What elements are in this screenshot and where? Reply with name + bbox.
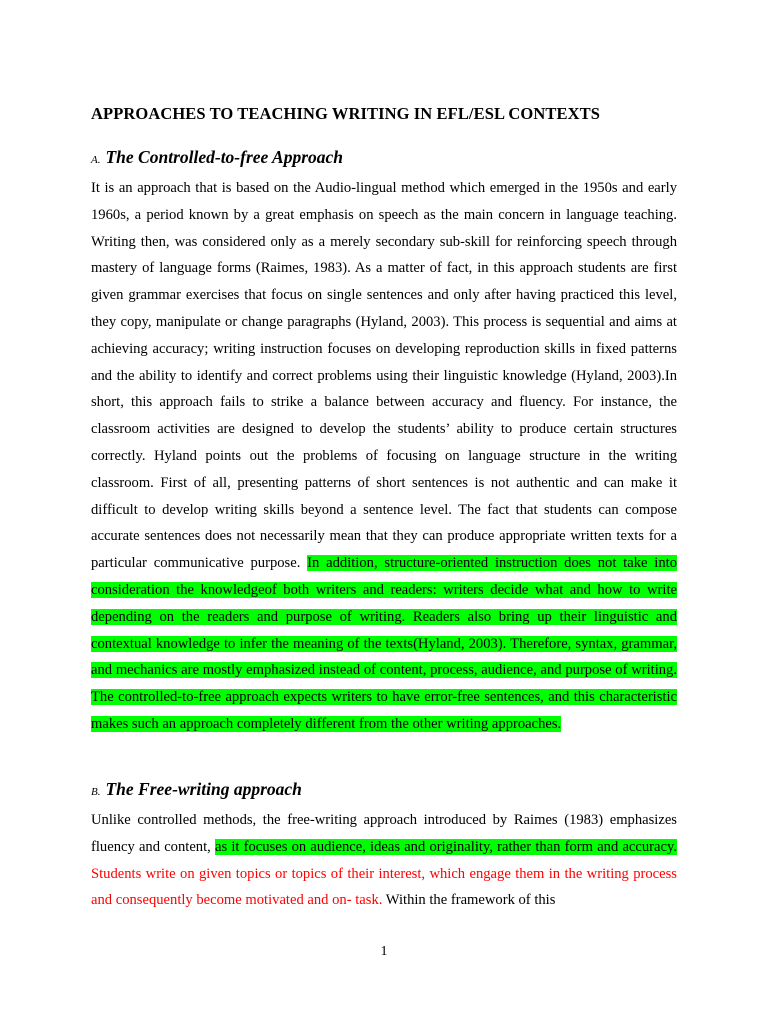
section-a-heading: [91, 147, 343, 168]
section-b-red-text: Students write on given topics or topics of their interest, which engage them in the writing process and consequently become motivated and on- task.: [91, 865, 677, 909]
section-a-highlighted-text: In addition, structure-oriented instruction does not take into consideration the knowledgeof both writers and readers: writers decide what and how to write depending on the readers and purpose of writing. Readers also bring up their linguistic and contextual knowledge to infer the meaning of the texts(Hyland, 2003). Therefore, syntax, grammar, and mechanics are mostly emphasized instead of content, process, audience, and purpose of writing. The controlled-to-free approach expects writers to have error-free sentences, and this characteristic makes such an approach completely different from the other writing approaches.: [91, 555, 677, 732]
page-number: 1: [380, 944, 388, 959]
section-a-title: The Controlled-to-free Approach: [105, 147, 344, 167]
section-a-paragraph: [91, 175, 677, 738]
section-b-marker: B.: [91, 786, 101, 798]
document-title: APPROACHES TO TEACHING WRITING IN EFL/ESL CONTEXTS: [91, 104, 600, 123]
section-a-text: It is an approach that is based on the Audio-lingual method which emerged in the 1950s and early 1960s, a period known by a great emphasis on speech as the main concern in language teaching. Writing then, was considered only as a merely secondary sub-skill for reinforcing speech through mastery of language forms (Raimes, 1983). As a matter of fact, in this approach students are first given grammar exercises that focus on single sentences and only after having practiced this level, they copy, manipulate or change paragraphs (Hyland, 2003). This process is sequential and aims at achieving accuracy; writing instruction focuses on developing reproduction skills in fixed patterns and the ability to identify and correct problems using their linguistic knowledge (Hyland, 2003).In short, this approach fails to strike a balance between accuracy and fluency. For instance, the classroom activities are designed to develop the students’ ability to produce certain structures correctly. Hyland points out the problems of focusing on language structure in the writing classroom. First of all, presenting patterns of short sentences is not authentic and can make it difficult to develop writing skills beyond a sentence level. The fact that students can compose accurate sentences does not necessarily mean that they can produce appropriate written texts for a particular communicative purpose.: [91, 180, 677, 572]
section-b-paragraph: [91, 807, 677, 914]
section-b-title: The Free-writing approach: [105, 779, 302, 799]
section-a-marker: A.: [91, 154, 101, 166]
section-b-tail-text: Within the framework of this: [382, 892, 556, 909]
section-b-text: Unlike controlled methods, the free-writing approach introduced by Raimes (1983) emphasizes fluency and content,: [91, 812, 677, 855]
section-b-heading: [91, 779, 302, 800]
section-b-highlighted-text: as it focuses on audience, ideas and originality, rather than form and accuracy.: [214, 838, 677, 855]
